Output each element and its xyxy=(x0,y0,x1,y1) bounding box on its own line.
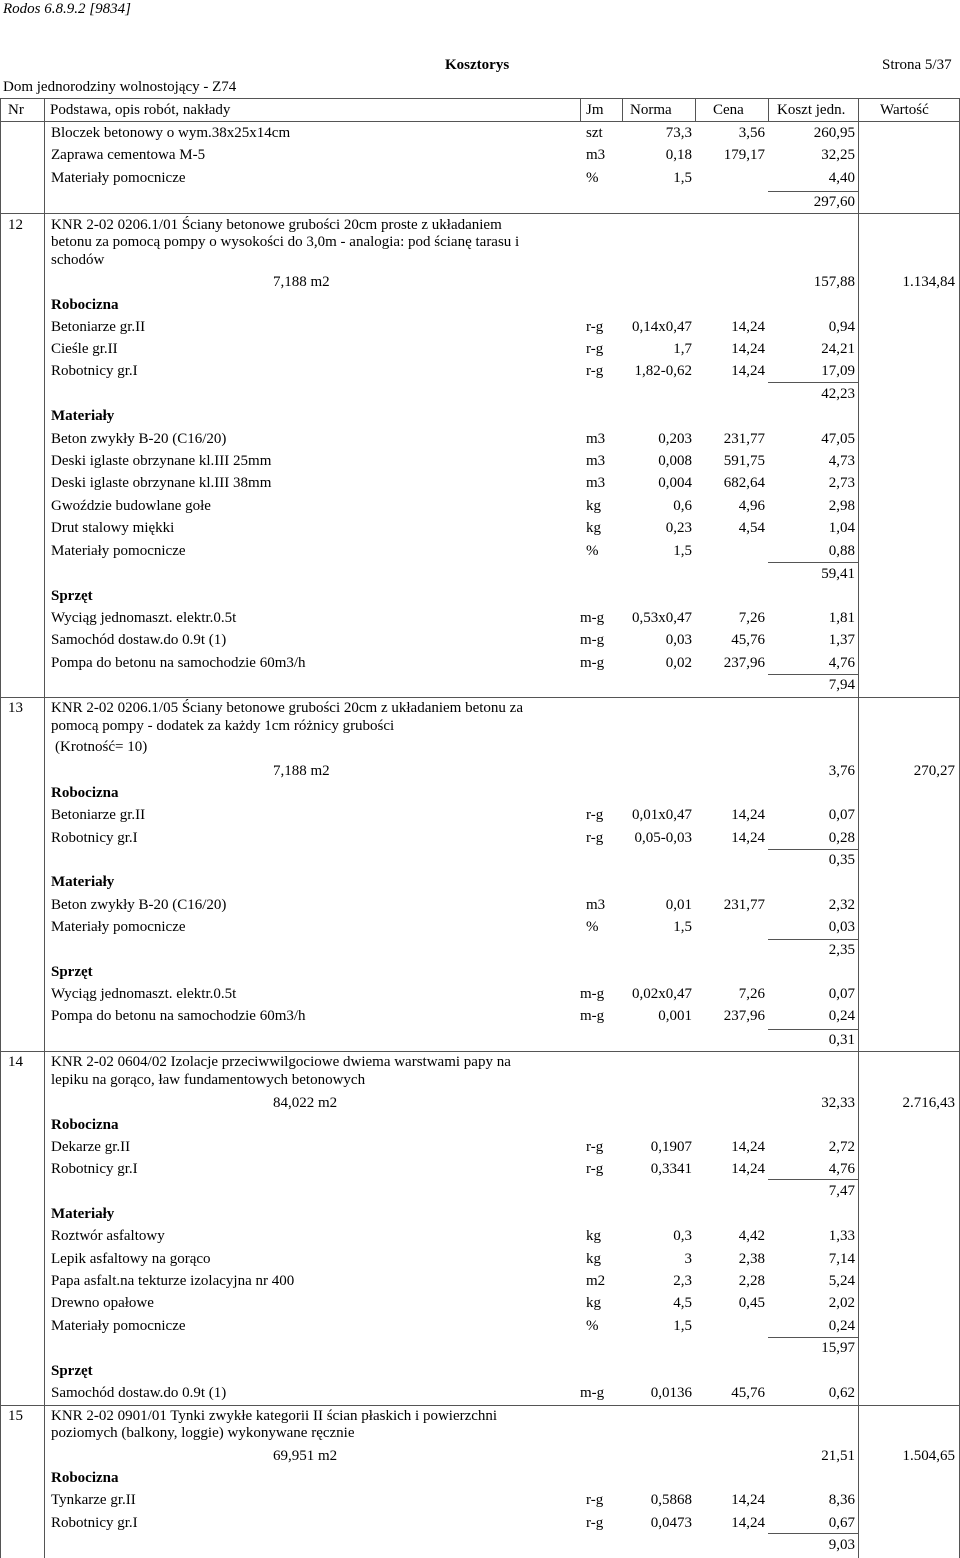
row-name: Materiały pomocnicze xyxy=(51,543,186,559)
row-cena: 4,96 xyxy=(738,498,765,514)
row-name: Materiały pomocnicze xyxy=(51,170,186,186)
row-norma: 1,5 xyxy=(673,919,692,935)
row-norma: 0,004 xyxy=(658,475,692,491)
page-number: Strona 5/37 xyxy=(882,57,952,73)
row-koszt: 8,36 xyxy=(828,1492,855,1508)
row-name: Roztwór asfaltowy xyxy=(51,1228,165,1244)
row-norma: 0,01 xyxy=(665,897,692,913)
row-name: Lepik asfaltowy na gorąco xyxy=(51,1251,211,1267)
row-name: Betoniarze gr.II xyxy=(51,319,146,335)
row-jm: r-g xyxy=(586,1161,604,1177)
subtotal-rule xyxy=(768,849,858,850)
col-norma: Norma xyxy=(630,102,672,118)
subtotal: 7,94 xyxy=(828,677,855,693)
row-norma: 3 xyxy=(684,1251,692,1267)
row-norma: 0,05-0,03 xyxy=(634,830,692,846)
item-number: 12 xyxy=(8,217,23,233)
row-cena: 14,24 xyxy=(731,1515,765,1531)
row-jm: m-g xyxy=(580,1008,605,1024)
subtotal: 2,35 xyxy=(828,942,855,958)
subtotal: 7,47 xyxy=(828,1183,855,1199)
grid-line xyxy=(858,98,859,1558)
row-cena: 7,26 xyxy=(738,610,765,626)
subtotal-rule xyxy=(768,1029,858,1030)
row-koszt: 0,24 xyxy=(828,1008,855,1024)
row-name: Betoniarze gr.II xyxy=(51,807,146,823)
row-norma: 0,03 xyxy=(665,632,692,648)
row-koszt: 0,03 xyxy=(828,919,855,935)
row-cena: 2,38 xyxy=(738,1251,765,1267)
row-norma: 0,001 xyxy=(658,1008,692,1024)
item-unit-cost: 157,88 xyxy=(813,274,855,290)
row-jm: r-g xyxy=(586,1492,604,1508)
row-name: Pompa do betonu na samochodzie 60m3/h xyxy=(51,655,306,671)
row-jm: m-g xyxy=(580,655,605,671)
row-jm: m3 xyxy=(586,897,606,913)
row-jm: r-g xyxy=(586,341,604,357)
row-koszt: 4,76 xyxy=(828,655,855,671)
row-koszt: 2,73 xyxy=(828,475,855,491)
category-label: Materiały xyxy=(51,408,115,424)
row-norma: 1,5 xyxy=(673,543,692,559)
item-description: betonu za pomocą pompy o wysokości do 3,0m - analogia: pod ścianę tarasu i xyxy=(51,234,520,250)
item-description: schodów xyxy=(51,252,105,268)
subtotal: 15,97 xyxy=(821,1340,855,1356)
row-koszt: 1,37 xyxy=(828,632,855,648)
grid-line xyxy=(768,98,769,122)
grid-line xyxy=(622,98,623,122)
row-jm: kg xyxy=(586,498,601,514)
subtotal: 297,60 xyxy=(813,194,855,210)
item-number: 13 xyxy=(8,700,23,716)
col-cena: Cena xyxy=(713,102,744,118)
row-name: Deski iglaste obrzynane kl.III 38mm xyxy=(51,475,272,491)
row-norma: 0,02x0,47 xyxy=(632,986,692,1002)
row-norma: 73,3 xyxy=(665,125,692,141)
grid-line xyxy=(0,98,1,1558)
row-jm: kg xyxy=(586,1251,601,1267)
row-koszt: 7,14 xyxy=(828,1251,855,1267)
project-name: Dom jednorodziny wolnostojący - Z74 xyxy=(3,79,237,95)
row-norma: 0,14x0,47 xyxy=(632,319,692,335)
item-quantity: 7,188 m2 xyxy=(273,274,330,290)
subtotal-rule xyxy=(768,382,858,383)
header-bottom-rule xyxy=(0,121,960,122)
row-jm: % xyxy=(586,170,599,186)
row-cena: 4,54 xyxy=(738,520,765,536)
row-jm: % xyxy=(586,543,599,559)
row-name: Materiały pomocnicze xyxy=(51,919,186,935)
row-koszt: 4,76 xyxy=(828,1161,855,1177)
row-cena: 14,24 xyxy=(731,807,765,823)
row-jm: m-g xyxy=(580,632,605,648)
item-unit-cost: 3,76 xyxy=(828,763,855,779)
subtotal-rule xyxy=(768,1533,858,1534)
row-cena: 4,42 xyxy=(738,1228,765,1244)
col-wartosc: Wartość xyxy=(880,102,929,118)
row-jm: kg xyxy=(586,1228,601,1244)
row-norma: 0,0136 xyxy=(650,1385,692,1401)
row-norma: 0,18 xyxy=(665,147,692,163)
category-label: Robocizna xyxy=(51,1117,119,1133)
row-koszt: 0,24 xyxy=(828,1318,855,1334)
row-norma: 2,3 xyxy=(673,1273,692,1289)
col-nr: Nr xyxy=(8,102,24,118)
row-norma: 1,5 xyxy=(673,1318,692,1334)
row-name: Zaprawa cementowa M-5 xyxy=(51,147,206,163)
row-norma: 0,6 xyxy=(673,498,692,514)
item-description: KNR 2-02 0206.1/05 Ściany betonowe grubości 20cm z układaniem betonu za xyxy=(51,700,523,716)
row-norma: 0,01x0,47 xyxy=(632,807,692,823)
item-separator xyxy=(0,1405,960,1406)
row-name: Samochód dostaw.do 0.9t (1) xyxy=(51,1385,227,1401)
row-koszt: 4,73 xyxy=(828,453,855,469)
row-jm: m-g xyxy=(580,1385,605,1401)
row-name: Dekarze gr.II xyxy=(51,1139,131,1155)
category-label: Sprzęt xyxy=(51,588,93,604)
row-name: Drut stalowy miękki xyxy=(51,520,175,536)
row-jm: % xyxy=(586,919,599,935)
item-description: lepiku na gorąco, ław fundamentowych betonowych xyxy=(51,1072,366,1088)
row-name: Beton zwykły B-20 (C16/20) xyxy=(51,431,227,447)
row-cena: 7,26 xyxy=(738,986,765,1002)
row-koszt: 1,04 xyxy=(828,520,855,536)
row-cena: 14,24 xyxy=(731,1139,765,1155)
row-cena: 179,17 xyxy=(723,147,765,163)
row-cena: 14,24 xyxy=(731,830,765,846)
row-name: Materiały pomocnicze xyxy=(51,1318,186,1334)
header-top-rule xyxy=(0,98,960,99)
row-jm: r-g xyxy=(586,363,604,379)
row-jm: m3 xyxy=(586,453,606,469)
row-jm: % xyxy=(586,1318,599,1334)
row-name: Deski iglaste obrzynane kl.III 25mm xyxy=(51,453,272,469)
row-koszt: 1,33 xyxy=(828,1228,855,1244)
row-cena: 14,24 xyxy=(731,363,765,379)
item-quantity: 84,022 m2 xyxy=(273,1095,338,1111)
app-title: Rodos 6.8.9.2 [9834] xyxy=(3,1,131,17)
item-value: 270,27 xyxy=(913,763,955,779)
category-label: Robocizna xyxy=(51,297,119,313)
row-cena: 0,45 xyxy=(738,1295,765,1311)
item-multiplier: (Krotność= 10) xyxy=(55,739,148,755)
row-koszt: 2,98 xyxy=(828,498,855,514)
row-cena: 14,24 xyxy=(731,1492,765,1508)
category-label: Materiały xyxy=(51,874,115,890)
item-separator xyxy=(0,213,960,214)
row-cena: 45,76 xyxy=(731,1385,765,1401)
subtotal-rule xyxy=(768,674,858,675)
row-cena: 237,96 xyxy=(723,655,765,671)
grid-line xyxy=(580,98,581,122)
item-description: poziomych (balkony, loggie) wykonywane ręcznie xyxy=(51,1425,355,1441)
subtotal: 9,03 xyxy=(828,1537,855,1553)
subtotal: 0,35 xyxy=(828,852,855,868)
item-number: 15 xyxy=(8,1408,23,1424)
row-koszt: 5,24 xyxy=(828,1273,855,1289)
item-separator xyxy=(0,1051,960,1052)
grid-line xyxy=(695,98,696,122)
row-jm: r-g xyxy=(586,1139,604,1155)
row-name: Papa asfalt.na tekturze izolacyjna nr 400 xyxy=(51,1273,295,1289)
row-jm: m-g xyxy=(580,986,605,1002)
row-koszt: 32,25 xyxy=(821,147,855,163)
item-separator xyxy=(0,697,960,698)
row-koszt: 17,09 xyxy=(821,363,855,379)
item-unit-cost: 21,51 xyxy=(821,1448,855,1464)
row-norma: 0,53x0,47 xyxy=(632,610,692,626)
item-quantity: 69,951 m2 xyxy=(273,1448,338,1464)
row-name: Robotnicy gr.I xyxy=(51,1515,138,1531)
row-norma: 0,203 xyxy=(658,431,692,447)
row-name: Drewno opałowe xyxy=(51,1295,154,1311)
row-name: Gwoździe budowlane gołe xyxy=(51,498,211,514)
row-cena: 3,56 xyxy=(738,125,765,141)
subtotal-rule xyxy=(768,1337,858,1338)
row-jm: m3 xyxy=(586,475,606,491)
row-koszt: 260,95 xyxy=(813,125,855,141)
row-norma: 1,82-0,62 xyxy=(634,363,692,379)
row-norma: 0,23 xyxy=(665,520,692,536)
row-jm: m3 xyxy=(586,431,606,447)
row-name: Pompa do betonu na samochodzie 60m3/h xyxy=(51,1008,306,1024)
row-norma: 0,0473 xyxy=(650,1515,692,1531)
subtotal-rule xyxy=(768,191,858,192)
category-label: Robocizna xyxy=(51,1470,119,1486)
row-cena: 591,75 xyxy=(723,453,765,469)
row-jm: r-g xyxy=(586,319,604,335)
row-norma: 0,008 xyxy=(658,453,692,469)
item-value: 1.504,65 xyxy=(902,1448,955,1464)
row-norma: 1,5 xyxy=(673,170,692,186)
row-koszt: 0,94 xyxy=(828,319,855,335)
row-name: Wyciąg jednomaszt. elektr.0.5t xyxy=(51,986,237,1002)
row-cena: 14,24 xyxy=(731,1161,765,1177)
category-label: Sprzęt xyxy=(51,964,93,980)
subtotal-rule xyxy=(768,1179,858,1180)
row-name: Samochód dostaw.do 0.9t (1) xyxy=(51,632,227,648)
row-cena: 231,77 xyxy=(723,897,765,913)
row-koszt: 0,67 xyxy=(828,1515,855,1531)
row-cena: 231,77 xyxy=(723,431,765,447)
row-jm: szt xyxy=(586,125,603,141)
row-koszt: 0,07 xyxy=(828,807,855,823)
row-jm: m-g xyxy=(580,610,605,626)
item-unit-cost: 32,33 xyxy=(821,1095,855,1111)
category-label: Materiały xyxy=(51,1206,115,1222)
row-koszt: 47,05 xyxy=(821,431,855,447)
row-name: Robotnicy gr.I xyxy=(51,363,138,379)
item-value: 2.716,43 xyxy=(902,1095,955,1111)
item-description: KNR 2-02 0901/01 Tynki zwykłe kategorii II ścian płaskich i powierzchni xyxy=(51,1408,498,1424)
row-koszt: 1,81 xyxy=(828,610,855,626)
row-cena: 237,96 xyxy=(723,1008,765,1024)
row-koszt: 0,62 xyxy=(828,1385,855,1401)
row-name: Robotnicy gr.I xyxy=(51,830,138,846)
row-norma: 0,3341 xyxy=(650,1161,692,1177)
row-name: Wyciąg jednomaszt. elektr.0.5t xyxy=(51,610,237,626)
row-name: Tynkarze gr.II xyxy=(51,1492,136,1508)
row-cena: 682,64 xyxy=(723,475,765,491)
item-description: KNR 2-02 0206.1/01 Ściany betonowe grubości 20cm proste z układaniem xyxy=(51,217,502,233)
row-name: Bloczek betonowy o wym.38x25x14cm xyxy=(51,125,291,141)
col-jm: Jm xyxy=(586,102,604,118)
row-name: Cieśle gr.II xyxy=(51,341,118,357)
row-koszt: 0,07 xyxy=(828,986,855,1002)
row-cena: 45,76 xyxy=(731,632,765,648)
row-jm: r-g xyxy=(586,830,604,846)
row-norma: 4,5 xyxy=(673,1295,692,1311)
grid-line xyxy=(44,98,45,1558)
subtotal-rule xyxy=(768,939,858,940)
row-jm: m2 xyxy=(586,1273,606,1289)
row-koszt: 2,32 xyxy=(828,897,855,913)
row-name: Robotnicy gr.I xyxy=(51,1161,138,1177)
item-description: pomocą pompy - dodatek za każdy 1cm różnicy grubości xyxy=(51,718,395,734)
item-number: 14 xyxy=(8,1054,23,1070)
subtotal-rule xyxy=(768,562,858,563)
item-quantity: 7,188 m2 xyxy=(273,763,330,779)
row-cena: 2,28 xyxy=(738,1273,765,1289)
row-koszt: 2,02 xyxy=(828,1295,855,1311)
subtotal: 42,23 xyxy=(821,386,855,402)
row-koszt: 4,40 xyxy=(828,170,855,186)
row-norma: 0,5868 xyxy=(650,1492,692,1508)
row-cena: 14,24 xyxy=(731,319,765,335)
item-value: 1.134,84 xyxy=(902,274,955,290)
row-norma: 0,3 xyxy=(673,1228,692,1244)
category-label: Sprzęt xyxy=(51,1363,93,1379)
category-label: Robocizna xyxy=(51,785,119,801)
row-jm: kg xyxy=(586,1295,601,1311)
col-basis: Podstawa, opis robót, nakłady xyxy=(50,102,231,118)
row-jm: m3 xyxy=(586,147,606,163)
row-cena: 14,24 xyxy=(731,341,765,357)
row-norma: 0,1907 xyxy=(650,1139,692,1155)
row-jm: r-g xyxy=(586,807,604,823)
item-description: KNR 2-02 0604/02 Izolacje przeciwwilgociowe dwiema warstwami papy na xyxy=(51,1054,511,1070)
row-norma: 1,7 xyxy=(673,341,692,357)
row-koszt: 0,28 xyxy=(828,830,855,846)
document-title: Kosztorys xyxy=(445,57,510,73)
row-name: Beton zwykły B-20 (C16/20) xyxy=(51,897,227,913)
row-koszt: 2,72 xyxy=(828,1139,855,1155)
row-norma: 0,02 xyxy=(665,655,692,671)
row-jm: r-g xyxy=(586,1515,604,1531)
row-koszt: 0,88 xyxy=(828,543,855,559)
col-koszt: Koszt jedn. xyxy=(777,102,846,118)
row-jm: kg xyxy=(586,520,601,536)
subtotal: 59,41 xyxy=(821,566,855,582)
subtotal: 0,31 xyxy=(828,1032,855,1048)
row-koszt: 24,21 xyxy=(821,341,855,357)
